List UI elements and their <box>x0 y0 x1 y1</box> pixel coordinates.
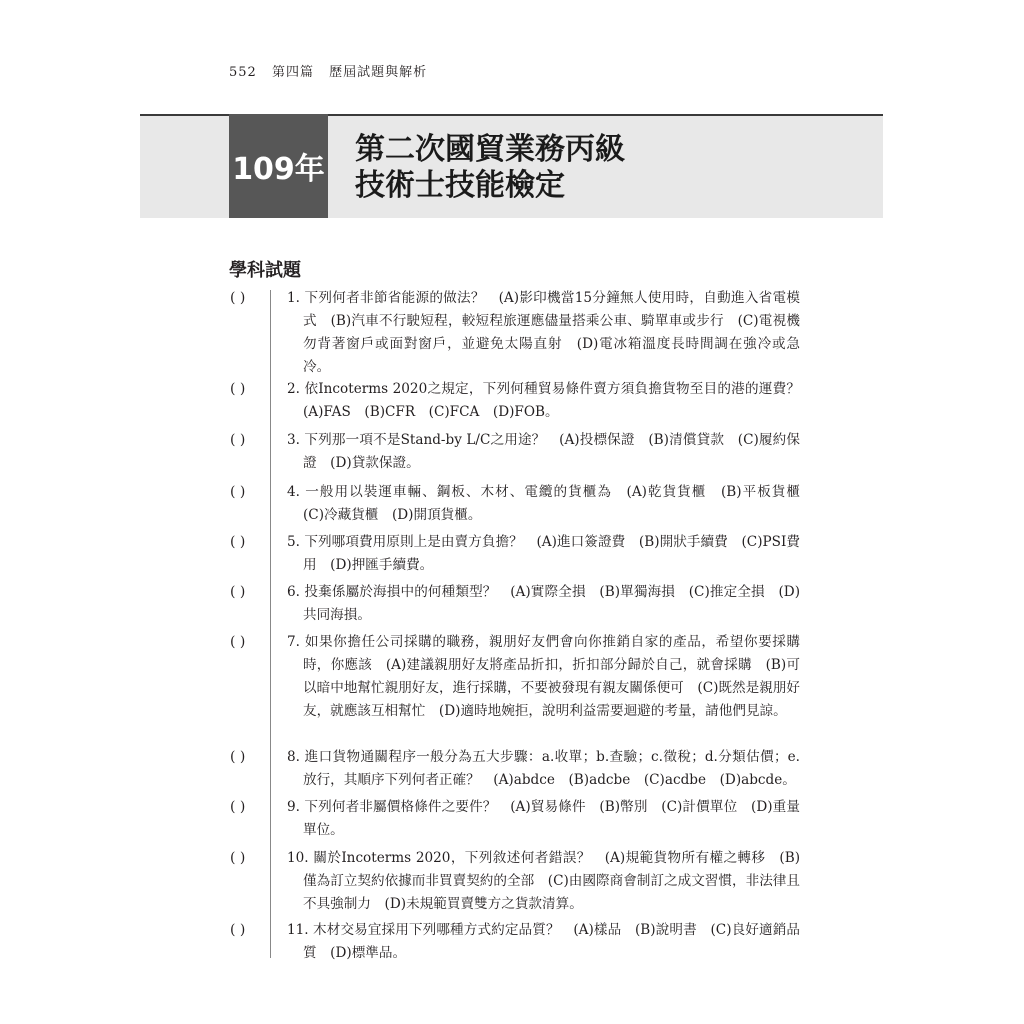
question-text: 1. 下列何者非節省能源的做法？ (A)影印機當15分鐘無人使用時，自動進入省電模式 (B)汽車不行駛短程，較短程旅運應儘量搭乘公車、騎單車或步行 (C)電視機勿背著窗戶或面對窗戶，並避免太陽直射 (D)電冰箱溫度長時間調在強冷或急冷。 <box>287 290 800 375</box>
question-text: 6. 投棄係屬於海損中的何種類型？ (A)實際全損 (B)單獨海損 (C)推定全損 (D)共同海損。 <box>287 584 800 623</box>
page-number: 552 <box>229 65 257 80</box>
answer-blank[interactable]: ( ) <box>230 850 246 866</box>
answer-blank[interactable]: ( ) <box>230 584 246 600</box>
question-text: 9. 下列何者非屬價格條件之要件？ (A)貿易條件 (B)幣別 (C)計價單位 (D)重量單位。 <box>287 799 800 838</box>
answer-blank[interactable]: ( ) <box>230 634 246 650</box>
question-text: 10. 關於Incoterms 2020，下列敘述何者錯誤？ (A)規範貨物所有權之轉移 (B)僅為訂立契約依據而非買賣契約的全部 (C)由國際商會制訂之成文習慣，非法律且不具強制力 (D)未規範買賣雙方之貨款清算。 <box>287 850 800 912</box>
answer-blank[interactable]: ( ) <box>230 484 246 500</box>
question-text: 7. 如果你擔任公司採購的職務，親朋好友們會向你推銷自家的產品，希望你要採購時，你應該 (A)建議親朋好友將產品折扣，折扣部分歸於自己，就會採購 (B)可以暗中地幫忙親朋好友，進行採購，不要被發現有親友關係便可 (C)既然是親朋好友，就應該互相幫忙 (D)適時地婉拒，說明利益需要迴避的考量，請他們見諒。 <box>287 634 800 719</box>
answer-column-divider <box>270 290 271 958</box>
chapter-banner <box>140 114 883 218</box>
answer-blank[interactable]: ( ) <box>230 534 246 550</box>
question-text: 5. 下列哪項費用原則上是由賣方負擔？ (A)進口簽證費 (B)開狀手續費 (C)PSI費用 (D)押匯手續費。 <box>287 534 800 573</box>
chapter-title-line2: 技術士技能檢定 <box>355 168 565 203</box>
part-title: 歷屆試題與解析 <box>329 65 428 80</box>
section-title: 學科試題 <box>229 260 301 281</box>
year-badge: 109年 <box>229 114 328 218</box>
question-text: 11. 木材交易宜採用下列哪種方式約定品質？ (A)樣品 (B)說明書 (C)良好適銷品質 (D)標準品。 <box>287 922 800 961</box>
answer-blank[interactable]: ( ) <box>230 290 246 306</box>
question-text: 2. 依Incoterms 2020之規定，下列何種貿易條件賣方須負擔貨物至目的港的運費？ (A)FAS (B)CFR (C)FCA (D)FOB。 <box>287 381 814 420</box>
answer-blank[interactable]: ( ) <box>230 749 246 765</box>
answer-blank[interactable]: ( ) <box>230 381 246 397</box>
answer-blank[interactable]: ( ) <box>230 922 246 938</box>
answer-blank[interactable]: ( ) <box>230 432 246 448</box>
chapter-title-line1: 第二次國貿業務丙級 <box>355 132 625 167</box>
question-text: 8. 進口貨物通關程序一般分為五大步驟：a.收單；b.查驗；c.徵稅；d.分類估價；e.放行，其順序下列何者正確？ (A)abdce (B)adcbe (C)acdbe (D)abcde。 <box>287 749 800 788</box>
chapter-title <box>355 132 625 204</box>
part-label: 第四篇 <box>271 65 314 80</box>
question-text: 3. 下列那一項不是Stand-by L/C之用途？ (A)投標保證 (B)清償貸款 (C)履約保證 (D)貸款保證。 <box>287 432 800 471</box>
question-text: 4. 一般用以裝運車輛、鋼板、木材、電纜的貨櫃為 (A)乾貨貨櫃 (B)平板貨櫃 (C)冷藏貨櫃 (D)開頂貨櫃。 <box>287 484 814 523</box>
answer-blank[interactable]: ( ) <box>230 799 246 815</box>
running-header <box>229 61 437 80</box>
